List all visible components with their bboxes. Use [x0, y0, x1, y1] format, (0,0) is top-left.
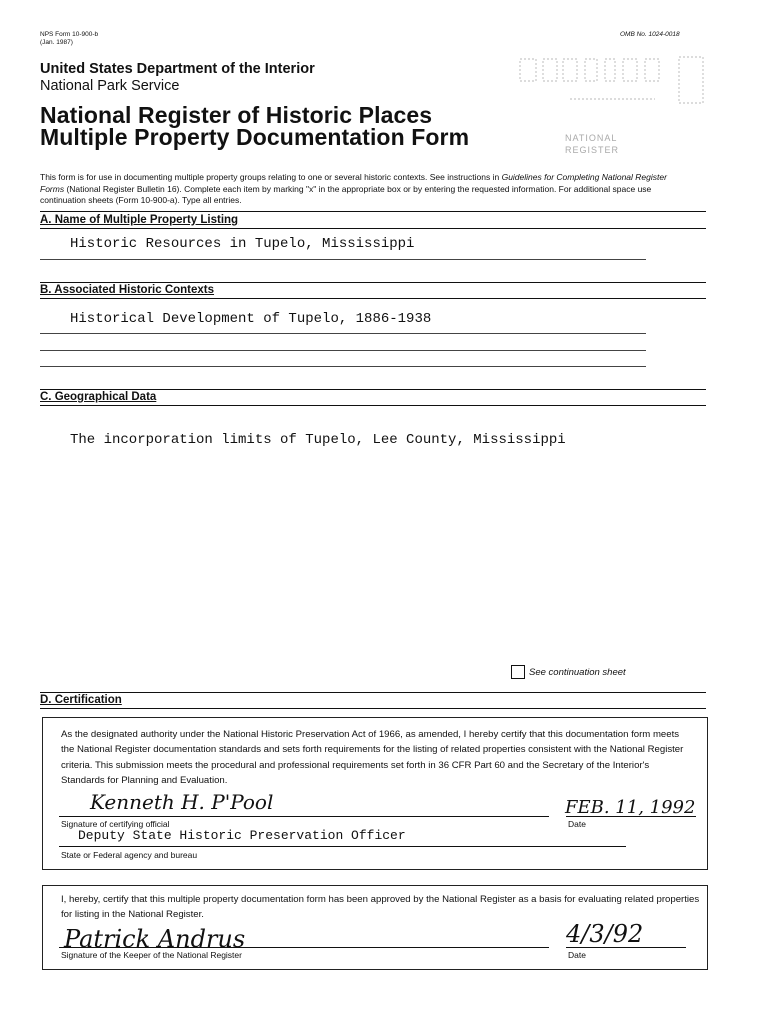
divider: [40, 211, 706, 212]
form-title-line2: Multiple Property Documentation Form: [40, 124, 470, 150]
section-b-heading: B. Associated Historic Contexts: [40, 284, 215, 296]
form-date: (Jan. 1987): [40, 39, 73, 46]
agency-line: [59, 846, 626, 847]
keeper-date[interactable]: 4/3/92: [566, 920, 644, 948]
divider: [40, 708, 706, 709]
date-label: Date: [568, 819, 586, 829]
section-c-heading: C. Geographical Data: [40, 391, 157, 403]
historic-contexts[interactable]: Historical Development of Tupelo, 1886-1938: [70, 311, 432, 327]
certifying-agency[interactable]: Deputy State Historic Preservation Officer: [78, 828, 406, 843]
field-line: [40, 333, 646, 334]
divider: [40, 282, 706, 283]
divider: [40, 692, 706, 693]
received-stamp: [515, 55, 710, 110]
form-identifier: [40, 31, 98, 47]
geographical-data[interactable]: The incorporation limits of Tupelo, Lee County, Mississippi: [70, 432, 566, 448]
instructions-text: This form is for use in documenting multiple property groups relating to one or several historic contexts. See instructions in: [40, 172, 502, 182]
date-line: [566, 816, 696, 817]
form-number: NPS Form 10-900-b: [40, 31, 99, 38]
form-title-line1: National Register of Historic Places: [40, 102, 433, 128]
certification-date[interactable]: FEB. 11, 1992: [565, 797, 696, 818]
continuation-label: See continuation sheet: [529, 667, 626, 678]
signature-label: Signature of certifying official: [61, 819, 170, 829]
keeper-date-label: Date: [568, 950, 586, 960]
instructions: [40, 172, 690, 207]
stamp-line1: NATIONAL: [565, 133, 618, 143]
keeper-signature[interactable]: Patrick Andrus: [64, 925, 246, 953]
section-d-heading: D. Certification: [40, 694, 122, 706]
service-name: National Park Service: [40, 78, 180, 94]
divider: [40, 228, 706, 229]
omb-number: OMB No. 1024-0018: [620, 31, 680, 38]
multiple-property-name[interactable]: Historic Resources in Tupelo, Mississippi: [70, 236, 415, 252]
divider: [40, 405, 706, 406]
field-line: [40, 350, 646, 351]
keeper-statement: I, hereby, certify that this multiple property documentation form has been approved by the National Register as a basis for evaluating related properties for listing in the National Register.: [61, 894, 700, 921]
keeper-date-line: [566, 947, 686, 948]
stamp-text: [565, 132, 619, 156]
field-line: [40, 259, 646, 260]
stamp-line2: REGISTER: [565, 145, 620, 155]
field-line: [40, 366, 646, 367]
divider: [40, 298, 706, 299]
guidelines-title: Guidelines for Completing National Register Forms: [40, 172, 667, 194]
divider: [40, 389, 706, 390]
continuation-checkbox[interactable]: [511, 665, 525, 679]
keeper-signature-label: Signature of the Keeper of the National Register: [61, 950, 242, 960]
section-a-heading: A. Name of Multiple Property Listing: [40, 214, 239, 226]
certification-statement: As the designated authority under the National Historic Preservation Act of 1966, as amended, I hereby certify that this documentation form meets the National Register documentation standards and sets forth requirements for the listing of related properties consistent with the National Register criteria. This submission meets the procedural and professional requirements set forth in 36 CFR Part 60 and the Secretary of the Interior's Standards for Planning and Evaluation.: [61, 729, 684, 786]
keeper-signature-line: [59, 947, 549, 948]
instructions-text-2: (National Register Bulletin 16). Complete each item by marking "x" in the appropriate box or by entering the requested information. For additional space use continuation sheets (Form 10-900-a). Type all entries.: [40, 183, 652, 205]
agency-label: State or Federal agency and bureau: [61, 850, 198, 860]
certifying-signature[interactable]: Kenneth H. P'Pool: [90, 790, 274, 814]
signature-line: [59, 816, 549, 817]
department-name: United States Department of the Interior: [40, 61, 315, 77]
